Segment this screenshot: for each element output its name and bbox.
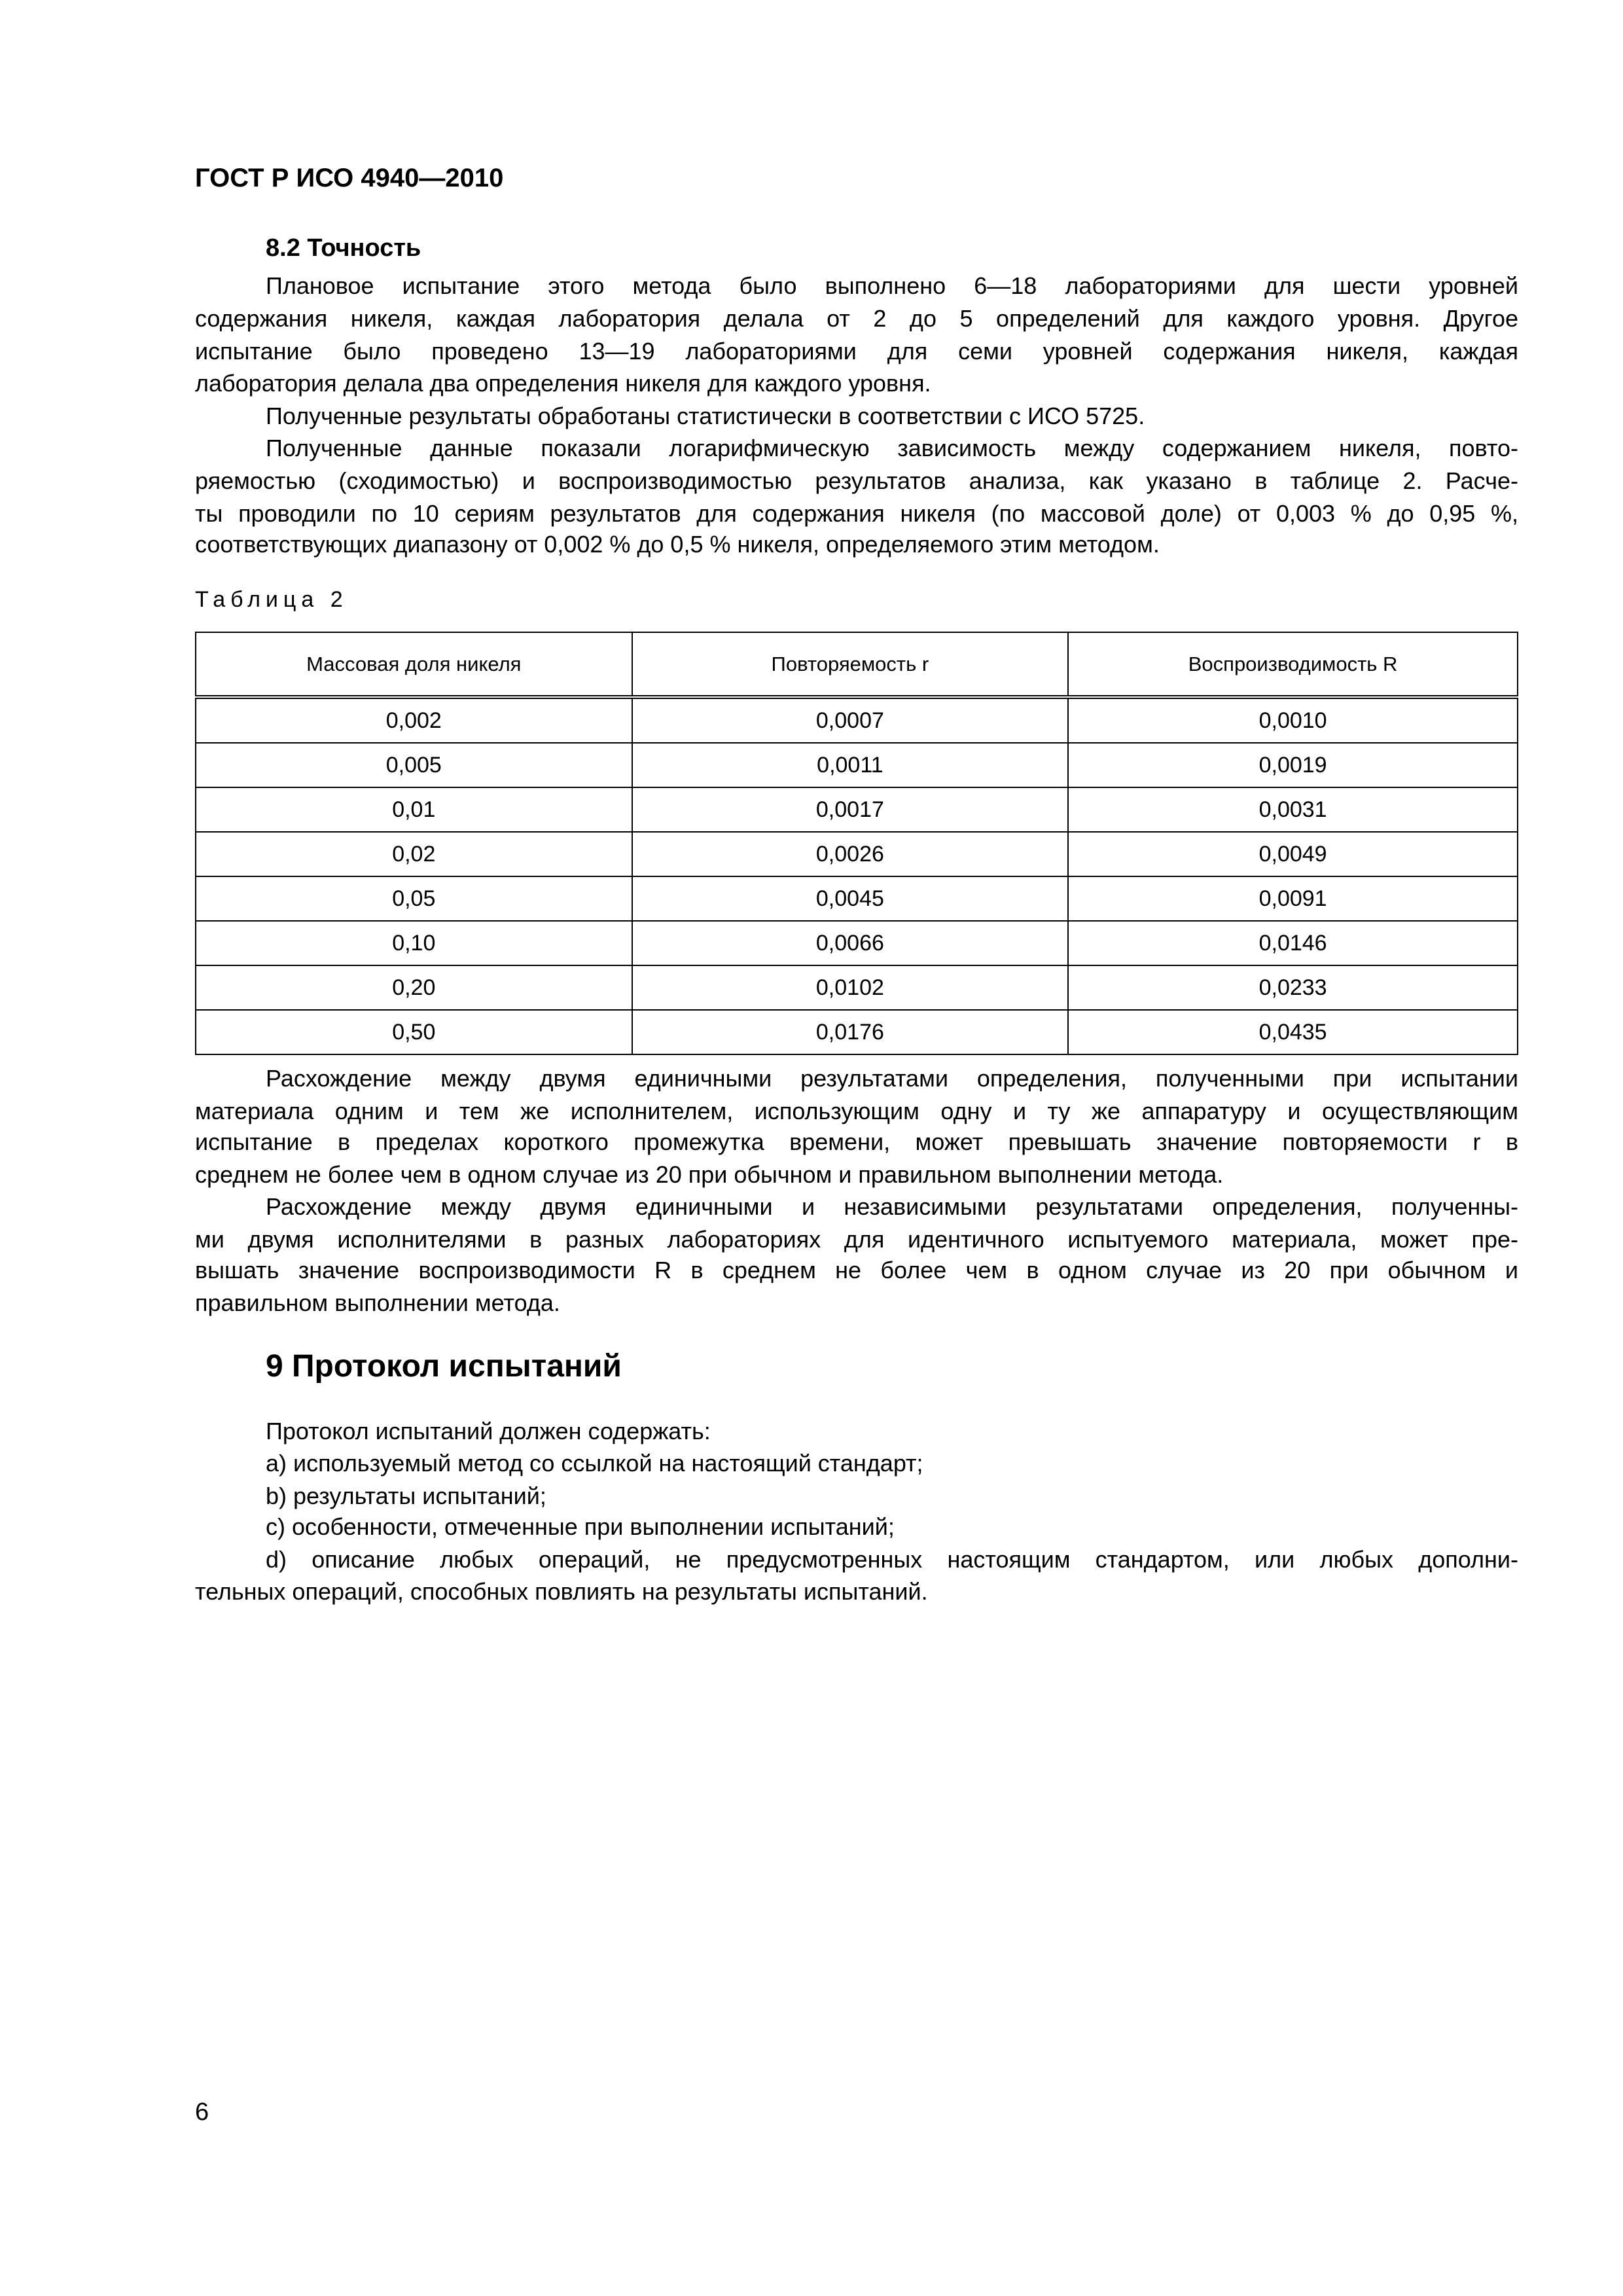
column-header: Воспроизводимость R [1068, 632, 1518, 697]
table-cell: 0,0102 [632, 965, 1069, 1010]
table-cell: 0,05 [196, 876, 632, 921]
paragraph-line: испытание в пределах короткого промежутка времени, может превышать значение повторяемости r в [195, 1128, 1518, 1155]
table-row [196, 832, 1518, 876]
table-cell: 0,02 [196, 832, 632, 876]
table-row [196, 921, 1518, 965]
paragraph-line: материала одним и тем же исполнителем, использующим одну и ту же аппаратуру и осуществляющим [195, 1098, 1518, 1124]
table-cell: 0,0091 [1068, 876, 1518, 921]
paragraph-line: содержания никеля, каждая лаборатория делала от 2 до 5 определений для каждого уровня. Другое [195, 305, 1518, 332]
table-cell: 0,0017 [632, 787, 1069, 832]
table-cell: 0,0233 [1068, 965, 1518, 1010]
list-item: тельных операций, способных повлиять на результаты испытаний. [195, 1578, 928, 1605]
paragraph-line: Расхождение между двумя единичными результатами определения, полученными при испытании [266, 1065, 1518, 1092]
column-header: Повторяемость r [632, 632, 1069, 697]
table-caption: Таблица 2 [195, 587, 348, 612]
paragraph-line: соответствующих диапазону от 0,002 % до 0,5 % никеля, определяемого этим методом. [195, 531, 1160, 558]
section-9-title: 9 Протокол испытаний [266, 1349, 622, 1384]
paragraph-line: ми двумя исполнителями в разных лабораториях для идентичного испытуемого материала, может пре- [195, 1226, 1518, 1253]
paragraph-line: ряемостью (сходимостью) и воспроизводимостью результатов анализа, как указано в таблице 2. Расче- [195, 467, 1518, 494]
table-row [196, 1010, 1518, 1054]
table-cell: 0,50 [196, 1010, 632, 1054]
paragraph-line: правильном выполнении метода. [195, 1289, 560, 1316]
table-cell: 0,0435 [1068, 1010, 1518, 1054]
table-cell: 0,0045 [632, 876, 1069, 921]
paragraph-line: лаборатория делала два определения никеля для каждого уровня. [195, 370, 931, 397]
paragraph-line: вышать значение воспроизводимости R в среднем не более чем в одном случае из 20 при обычном и [195, 1257, 1518, 1283]
paragraph-line: Плановое испытание этого метода было выполнено 6—18 лабораториями для шести уровней [266, 272, 1518, 299]
paragraph-line: Полученные данные показали логарифмическую зависимость между содержанием никеля, повто- [266, 435, 1518, 461]
paragraph-line: Расхождение между двумя единичными и независимыми результатами определения, полученны- [266, 1193, 1518, 1220]
list-item: a) используемый метод со ссылкой на настоящий стандарт; [266, 1450, 923, 1477]
table-cell: 0,0026 [632, 832, 1069, 876]
table-row [196, 697, 1518, 743]
table-cell: 0,01 [196, 787, 632, 832]
table-cell: 0,002 [196, 697, 632, 743]
paragraph-line: Протокол испытаний должен содержать: [266, 1418, 711, 1444]
document-header: ГОСТ Р ИСО 4940—2010 [195, 164, 504, 192]
table-row [196, 965, 1518, 1010]
paragraph-line: ты проводили по 10 сериям результатов для содержания никеля (по массовой доле) от 0,003 % до 0,95 %, [195, 500, 1518, 527]
table-cell: 0,0019 [1068, 743, 1518, 787]
section-8-2-title: 8.2 Точность [266, 234, 421, 262]
table-cell: 0,0146 [1068, 921, 1518, 965]
list-item: d) описание любых операций, не предусмотренных настоящим стандартом, или любых дополни- [266, 1546, 1518, 1573]
table-cell: 0,0049 [1068, 832, 1518, 876]
column-header: Массовая доля никеля [196, 632, 632, 697]
precision-table [195, 632, 1518, 1055]
list-item: b) результаты испытаний; [266, 1482, 546, 1509]
table-cell: 0,0010 [1068, 697, 1518, 743]
paragraph-line: испытание было проведено 13—19 лабораториями для семи уровней содержания никеля, каждая [195, 338, 1518, 365]
table-cell: 0,0007 [632, 697, 1069, 743]
table-cell: 0,0031 [1068, 787, 1518, 832]
table-cell: 0,10 [196, 921, 632, 965]
table-cell: 0,0066 [632, 921, 1069, 965]
table-row [196, 743, 1518, 787]
table-cell: 0,005 [196, 743, 632, 787]
table-cell: 0,20 [196, 965, 632, 1010]
paragraph-line: среднем не более чем в одном случае из 20 при обычном и правильном выполнении метода. [195, 1161, 1224, 1188]
paragraph-line: Полученные результаты обработаны статистически в соответствии с ИСО 5725. [266, 403, 1145, 429]
list-item: c) особенности, отмеченные при выполнении испытаний; [266, 1513, 895, 1540]
table-cell: 0,0176 [632, 1010, 1069, 1054]
table-row [196, 787, 1518, 832]
page-number: 6 [195, 2098, 209, 2126]
table-row [196, 876, 1518, 921]
table-cell: 0,0011 [632, 743, 1069, 787]
